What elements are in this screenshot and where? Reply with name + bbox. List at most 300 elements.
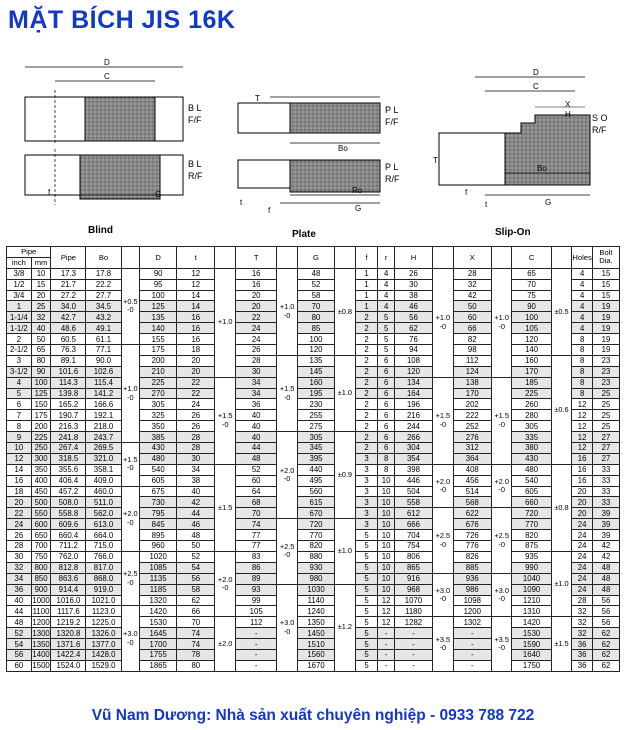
cell-f: 5 <box>355 530 378 541</box>
cell-g: 145 <box>297 366 334 377</box>
cell-g: 560 <box>297 486 334 497</box>
cell-bolt: 19 <box>592 345 619 356</box>
table-row <box>7 377 620 388</box>
cell-g: 195 <box>297 388 334 399</box>
cell-r: 5 <box>378 334 395 345</box>
cell-holes: 32 <box>572 628 593 639</box>
slipon-dim-t: T <box>433 156 438 165</box>
cell-inch: 9 <box>7 432 32 443</box>
cell-d: 960 <box>140 541 177 552</box>
cell-g: 52 <box>297 279 334 290</box>
cell-bolt: 27 <box>592 443 619 454</box>
slipon-dim-g: G <box>545 198 552 207</box>
cell-r: 5 <box>378 323 395 334</box>
cell-r: - <box>378 639 395 650</box>
table-row <box>7 334 620 345</box>
cell-bolt: 33 <box>592 497 619 508</box>
cell-pipe: 318.5 <box>51 453 86 464</box>
cell-bolt: 25 <box>592 388 619 399</box>
cell-t-big: - <box>236 660 277 671</box>
cell-bo: 868.0 <box>86 573 121 584</box>
cell-pipe: 1117.6 <box>51 606 86 617</box>
cell-t-small: 24 <box>177 399 215 410</box>
cell-r: 12 <box>378 617 395 628</box>
cell-inch: 60 <box>7 660 32 671</box>
cell-bolt: 39 <box>592 508 619 519</box>
cell-c: 380 <box>512 443 551 454</box>
cell-pipe: 17.3 <box>51 268 86 279</box>
cell-bolt: 39 <box>592 519 619 530</box>
cell-h: 968 <box>394 584 432 595</box>
cell-t-big: 83 <box>236 551 277 562</box>
cell-f: 2 <box>355 312 378 323</box>
cell-bo: 1428.0 <box>86 649 121 660</box>
cell-r: 10 <box>378 541 395 552</box>
cell-t-big: 30 <box>236 366 277 377</box>
cell-c: 75 <box>512 290 551 301</box>
cell-pipe: 762.0 <box>51 551 86 562</box>
cell-bo: 562.0 <box>86 508 121 519</box>
cell-f: 3 <box>355 453 378 464</box>
blind-dim-f: f <box>48 188 51 197</box>
cell-inch: 44 <box>7 606 32 617</box>
tol-bo: +3.0 -0 <box>121 606 140 671</box>
slipon-dim-h: H <box>565 110 571 119</box>
blind-flange-drawing <box>0 45 210 245</box>
cell-bo: 192.1 <box>86 410 121 421</box>
cell-inch: 52 <box>7 628 32 639</box>
cell-holes: 20 <box>572 497 593 508</box>
cell-g: 345 <box>297 443 334 454</box>
cell-g: 1140 <box>297 595 334 606</box>
cell-g: 48 <box>297 268 334 279</box>
cell-g: 720 <box>297 519 334 530</box>
cell-c: 820 <box>512 530 551 541</box>
cell-f: 2 <box>355 432 378 443</box>
cell-holes: 4 <box>572 301 593 312</box>
cell-holes: 8 <box>572 366 593 377</box>
cell-g: 770 <box>297 530 334 541</box>
plate-dim-ro: Ro <box>352 186 363 195</box>
cell-t-big: 86 <box>236 562 277 573</box>
cell-bolt: 62 <box>592 628 619 639</box>
cell-mm: 700 <box>31 541 51 552</box>
cell-t-big: 40 <box>236 421 277 432</box>
cell-holes: 24 <box>572 573 593 584</box>
cell-holes: 12 <box>572 399 593 410</box>
cell-r: 10 <box>378 497 395 508</box>
cell-f: 5 <box>355 617 378 628</box>
cell-mm: 1000 <box>32 595 50 605</box>
cell-h: 1180 <box>394 606 432 617</box>
cell-pipe: 355.6 <box>51 464 86 475</box>
cell-f: 5 <box>355 649 378 660</box>
cell-t-big: 16 <box>236 268 277 279</box>
th-h: H <box>394 247 432 269</box>
cell-holes: 4 <box>572 323 593 334</box>
cell-f: 2 <box>355 399 378 410</box>
cell-f: 5 <box>355 639 378 650</box>
cell-r: - <box>378 660 395 671</box>
cell-holes: 12 <box>572 443 593 454</box>
tol-g: ±1.2 <box>335 584 356 671</box>
cell-bo: 358.1 <box>86 464 121 475</box>
cell-c: 430 <box>512 453 551 464</box>
cell-h: 216 <box>394 410 432 421</box>
cell-d: 540 <box>140 464 177 475</box>
cell-x: - <box>453 660 491 671</box>
cell-g: 615 <box>297 497 334 508</box>
cell-mm: 150 <box>31 399 51 410</box>
table-row <box>7 410 620 421</box>
tol-t: +1.5 -0 <box>215 377 236 464</box>
cell-bolt: 33 <box>592 464 619 475</box>
cell-mm: 25 <box>31 301 51 312</box>
plate-label-pl2: P L <box>385 162 399 172</box>
cell-pipe: 76.3 <box>51 345 86 356</box>
cell-pipe: 165.2 <box>51 399 86 410</box>
cell-g: 395 <box>297 453 334 464</box>
cell-r: 12 <box>378 606 395 617</box>
cell-pipe: 42.7 <box>51 312 86 323</box>
table-row <box>7 595 620 606</box>
cell-holes: 24 <box>572 541 593 552</box>
cell-x: 82 <box>453 334 491 345</box>
cell-pipe: 508.0 <box>51 497 86 508</box>
cell-inch: 48 <box>7 617 32 628</box>
table-row <box>7 464 620 475</box>
cell-t-small: 46 <box>177 519 215 530</box>
cell-t-big: 24 <box>236 334 277 345</box>
cell-bo: 1123.0 <box>86 606 121 617</box>
cell-x: - <box>453 639 491 650</box>
cell-g: 1030 <box>297 584 334 595</box>
cell-r: 6 <box>378 388 395 399</box>
cell-h: 806 <box>394 551 432 562</box>
cell-x: 98 <box>453 345 491 356</box>
cell-bolt: 19 <box>592 301 619 312</box>
cell-h: 108 <box>394 355 432 366</box>
cell-h: - <box>394 628 432 639</box>
cell-x: 28 <box>453 268 491 279</box>
cell-g: 255 <box>297 410 334 421</box>
cell-r: 5 <box>378 312 395 323</box>
cell-holes: 12 <box>572 432 593 443</box>
flange-drawings <box>0 45 626 245</box>
cell-d: 175 <box>140 345 177 356</box>
tol-bo: +1.0 -0 <box>121 345 140 443</box>
cell-x: 202 <box>453 399 491 410</box>
cell-bolt: 25 <box>592 399 619 410</box>
cell-f: 5 <box>355 606 378 617</box>
table-row <box>7 519 620 530</box>
cell-inch: 1/2 <box>7 279 32 290</box>
table-row <box>7 366 620 377</box>
cell-t-big: 68 <box>236 497 277 508</box>
cell-r: 5 <box>378 345 395 356</box>
cell-d: 1085 <box>140 562 177 573</box>
cell-g: 1350 <box>297 617 334 628</box>
cell-c: 1750 <box>512 660 551 671</box>
tol-d: +3.0 -0 <box>277 584 298 671</box>
cell-mm: 600 <box>31 519 51 530</box>
cell-d: 140 <box>140 323 177 334</box>
cell-r: 10 <box>378 573 395 584</box>
cell-f: 1 <box>355 268 378 279</box>
cell-mm: 1200 <box>32 617 50 627</box>
cell-bo: 460.0 <box>86 486 121 497</box>
tol-h: +3.0 -0 <box>433 573 454 617</box>
cell-x: 408 <box>453 464 491 475</box>
cell-bo: 1529.0 <box>86 660 121 671</box>
cell-c: 1310 <box>512 606 551 617</box>
cell-bolt: 15 <box>592 290 619 301</box>
cell-holes: 36 <box>572 649 593 660</box>
cell-r: 6 <box>378 399 395 410</box>
cell-c: 605 <box>512 486 551 497</box>
cell-c: 1040 <box>512 573 551 584</box>
cell-t-small: 54 <box>177 562 215 573</box>
cell-t-big: 74 <box>236 519 277 530</box>
table-row <box>7 279 620 290</box>
cell-holes: 8 <box>572 355 593 366</box>
table-row <box>7 541 620 552</box>
cell-d: 305 <box>140 399 177 410</box>
cell-r: 10 <box>378 475 395 486</box>
cell-f: 1 <box>355 279 378 290</box>
tol-bo: +0.5 -0 <box>121 268 140 344</box>
cell-bo: 43.2 <box>86 312 121 323</box>
cell-f: 3 <box>355 486 378 497</box>
tol-d: +2.0 -0 <box>277 432 298 519</box>
cell-h: 354 <box>394 453 432 464</box>
tol-d: +1.5 -0 <box>277 355 298 431</box>
plate-label-rf: R/F <box>385 174 400 184</box>
cell-c: 935 <box>512 551 551 562</box>
cell-t-small: 50 <box>177 541 215 552</box>
cell-x: 568 <box>453 497 491 508</box>
cell-f: 3 <box>355 464 378 475</box>
th-holes: Holes <box>572 247 593 269</box>
cell-h: 46 <box>394 301 432 312</box>
cell-bo: 141.2 <box>86 388 121 399</box>
cell-f: 5 <box>355 573 378 584</box>
blind-label-rf: R/F <box>188 171 203 181</box>
cell-c: 105 <box>512 323 551 334</box>
cell-holes: 24 <box>572 584 593 595</box>
cell-g: 1510 <box>297 639 334 650</box>
cell-mm: 32 <box>31 312 51 323</box>
table-row <box>7 290 620 301</box>
cell-bo: 321.0 <box>86 453 121 464</box>
cell-t-small: 16 <box>177 323 215 334</box>
cell-inch: 1 <box>7 301 32 312</box>
th-bo: Bo <box>86 247 121 269</box>
cell-bo: 715.0 <box>86 541 121 552</box>
cell-d: 1530 <box>140 617 177 628</box>
blind-caption: Blind <box>88 225 113 236</box>
cell-bolt: 23 <box>592 377 619 388</box>
slipon-dim-bo: Bo <box>537 164 547 173</box>
cell-inch: 12 <box>7 453 32 464</box>
cell-c: 160 <box>512 355 551 366</box>
cell-d: 795 <box>140 508 177 519</box>
cell-inch: 22 <box>7 508 32 519</box>
th-t-small: t <box>177 247 215 269</box>
cell-inch: 8 <box>7 421 32 432</box>
cell-f: 3 <box>355 475 378 486</box>
cell-bolt: 56 <box>592 606 619 617</box>
th-pipe-group: Pipe <box>7 247 51 258</box>
cell-r: 10 <box>378 551 395 562</box>
th-bolt: Bolt Dia. <box>592 247 619 269</box>
cell-c: 335 <box>512 432 551 443</box>
cell-r: 12 <box>378 595 395 606</box>
cell-t-big: 34 <box>236 388 277 399</box>
cell-inch: 54 <box>7 639 32 650</box>
cell-bo: 1021.0 <box>86 595 121 606</box>
cell-inch: 4 <box>7 377 32 388</box>
cell-mm: 300 <box>31 453 51 464</box>
cell-holes: 8 <box>572 345 593 356</box>
plate-dim-g: G <box>355 204 362 213</box>
cell-mm: 40 <box>31 323 51 334</box>
cell-t-big: 28 <box>236 355 277 366</box>
cell-holes: 20 <box>572 508 593 519</box>
cell-pipe: 241.8 <box>51 432 86 443</box>
table-row <box>7 345 620 356</box>
table-row <box>7 508 620 519</box>
cell-c: 1530 <box>512 628 551 639</box>
cell-x: 986 <box>453 584 491 595</box>
cell-g: 275 <box>297 421 334 432</box>
table-row <box>7 323 620 334</box>
cell-g: 80 <box>297 312 334 323</box>
table-row <box>7 421 620 432</box>
cell-holes: 32 <box>572 606 593 617</box>
cell-d: 845 <box>140 519 177 530</box>
cell-d: 1865 <box>140 660 177 671</box>
cell-t-big: 34 <box>236 377 277 388</box>
cell-holes: 4 <box>572 279 593 290</box>
table-row <box>7 649 620 660</box>
tol-x: +1.5 -0 <box>491 377 512 464</box>
cell-bolt: 19 <box>592 323 619 334</box>
cell-t-small: 74 <box>177 639 215 650</box>
table-row <box>7 301 620 312</box>
cell-g: 1240 <box>297 606 334 617</box>
cell-inch: 7 <box>7 410 32 421</box>
table-row <box>7 628 620 639</box>
table-row <box>7 355 620 366</box>
cell-d: 90 <box>140 268 177 279</box>
cell-bo: 77.1 <box>86 345 121 356</box>
cell-holes: 12 <box>572 410 593 421</box>
cell-f: 2 <box>355 377 378 388</box>
cell-f: 5 <box>355 628 378 639</box>
cell-inch: 3-1/2 <box>7 366 32 377</box>
cell-c: 90 <box>512 301 551 312</box>
plate-dim-t: T <box>255 94 260 103</box>
cell-c: 540 <box>512 475 551 486</box>
cell-pipe: 457.2 <box>51 486 86 497</box>
table-row <box>7 497 620 508</box>
cell-bolt: 42 <box>592 541 619 552</box>
cell-h: 666 <box>394 519 432 530</box>
cell-c: 1210 <box>512 595 551 606</box>
tol-t: ±2.0 <box>215 617 236 671</box>
cell-t-big: 36 <box>236 399 277 410</box>
slipon-label-so: S O <box>592 113 608 123</box>
cell-g: 930 <box>297 562 334 573</box>
cell-holes: 16 <box>572 453 593 464</box>
table-row <box>7 617 620 628</box>
plate-flange-drawing <box>220 45 410 245</box>
cell-d: 1135 <box>140 573 177 584</box>
cell-t-small: 70 <box>177 617 215 628</box>
table-row <box>7 268 620 279</box>
cell-pipe: 1422.4 <box>51 649 86 660</box>
th-bo-tol <box>121 247 140 269</box>
cell-c: 305 <box>512 421 551 432</box>
cell-d: 210 <box>140 366 177 377</box>
cell-bolt: 15 <box>592 268 619 279</box>
cell-mm: 90 <box>31 366 51 377</box>
cell-pipe: 1524.0 <box>51 660 86 671</box>
th-t-big: T <box>236 247 277 269</box>
cell-c: 1420 <box>512 617 551 628</box>
tol-x: +3.5 -0 <box>491 617 512 671</box>
cell-inch: 1-1/4 <box>7 312 32 323</box>
cell-d: 225 <box>140 377 177 388</box>
slipon-caption: Slip-On <box>495 227 531 238</box>
cell-h: 94 <box>394 345 432 356</box>
cell-r: 4 <box>378 290 395 301</box>
tol-g: ±0.9 <box>335 432 356 519</box>
slipon-label-rf: R/F <box>592 125 607 135</box>
tol-bo: +2.5 -0 <box>121 551 140 605</box>
cell-pipe: 190.7 <box>51 410 86 421</box>
cell-d: 325 <box>140 410 177 421</box>
cell-r: 10 <box>378 508 395 519</box>
th-t-tol <box>215 247 236 269</box>
cell-bolt: 15 <box>592 279 619 290</box>
cell-g: 230 <box>297 399 334 410</box>
cell-pipe: 267.4 <box>51 443 86 454</box>
cell-h: 30 <box>394 279 432 290</box>
cell-holes: 4 <box>572 290 593 301</box>
th-h-tol <box>433 247 454 269</box>
cell-r: 4 <box>378 279 395 290</box>
cell-t-big: 112 <box>236 617 277 628</box>
cell-c: 480 <box>512 464 551 475</box>
tol-bo: +2.0 -0 <box>121 486 140 551</box>
cell-holes: 24 <box>572 519 593 530</box>
cell-bo: 34.5 <box>86 301 121 312</box>
cell-holes: 28 <box>572 595 593 606</box>
cell-pipe: 34.0 <box>51 301 86 312</box>
cell-inch: 56 <box>7 649 32 660</box>
tol-h: +3.5 -0 <box>433 617 454 671</box>
cell-x: - <box>453 649 491 660</box>
cell-inch: 2 <box>7 334 32 345</box>
cell-d: 385 <box>140 432 177 443</box>
cell-t-big: 64 <box>236 486 277 497</box>
cell-mm: 250 <box>31 443 51 454</box>
table-row <box>7 432 620 443</box>
cell-pipe: 114.3 <box>51 377 86 388</box>
cell-mm: 65 <box>31 345 51 356</box>
